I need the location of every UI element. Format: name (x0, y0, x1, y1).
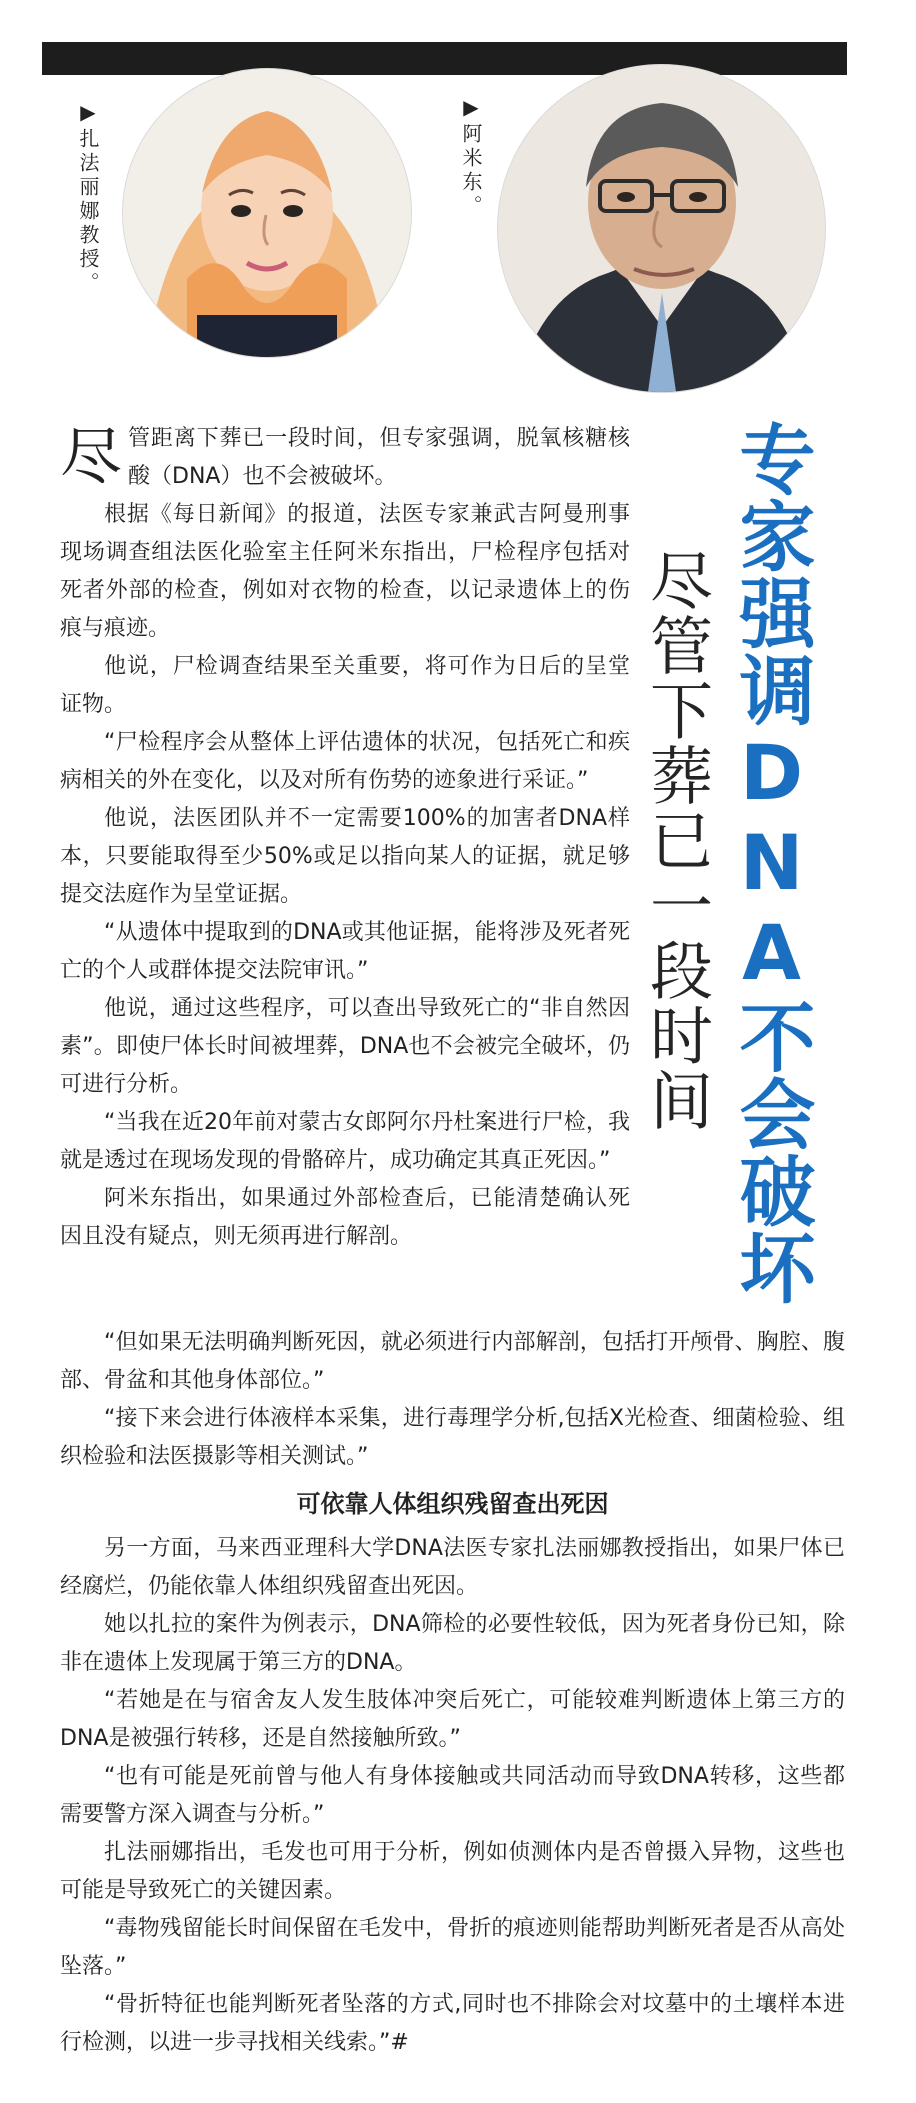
article-paragraph-wide: “接下来会进行体液样本采集，进行毒理学分析,包括X光检查、细菌检验、组织检验和法医摄影等相关测试。” (60, 1406, 845, 1469)
article-paragraph-second: “也有可能是死前曾与他人有身体接触或共同活动而导致DNA转移，这些都需要警方深入调查与分析。” (60, 1764, 845, 1827)
article-paragraph-second: 她以扎拉的案件为例表示，DNA筛检的必要性较低，因为死者身份已知，除非在遗体上发现属于第三方的DNA。 (60, 1612, 845, 1675)
article-paragraph: “尸检程序会从整体上评估遗体的状况，包括死亡和疾病相关的外在变化，以及对所有伤势的迹象进行采证。” (60, 730, 630, 793)
portrait-zaferina (122, 68, 412, 358)
article-paragraph-intro (60, 420, 630, 496)
caption-left: ▶扎法丽娜教授。 (76, 100, 100, 296)
article-paragraph-text: 管距离下葬已一段时间，但专家强调，脱氧核糖核酸（DNA）也不会被破坏。 (128, 426, 630, 489)
caption-right: ▶阿米东。 (459, 95, 483, 219)
headline-main: 专家强调DNA不会破坏 (727, 420, 816, 1306)
article-paragraph-second: 另一方面，马来西亚理科大学DNA法医专家扎法丽娜教授指出，如果尸体已经腐烂，仍能依靠人体组织残留查出死因。 (60, 1536, 845, 1599)
top-banner-bar (42, 42, 847, 75)
article-paragraph: “从遗体中提取到的DNA或其他证据，能将涉及死者死亡的个人或群体提交法院审讯。” (60, 920, 630, 983)
article-paragraph-second: “毒物残留能长时间保留在毛发中，骨折的痕迹则能帮助判断死者是否从高处坠落。” (60, 1916, 845, 1979)
article-lower-section (60, 1324, 845, 2062)
article-paragraph: 他说，尸检调查结果至关重要，将可作为日后的呈堂证物。 (60, 654, 630, 717)
article-paragraph: 他说，通过这些程序，可以查出导致死亡的“非自然因素”。即使尸体长时间被埋葬，DNA也不会被完全破坏，仍可进行分析。 (60, 996, 630, 1097)
portrait-amidon-illustration (498, 65, 825, 392)
article-paragraph-second: “若她是在与宿舍友人发生肢体冲突后死亡，可能较难判断遗体上第三方的DNA是被强行转移，还是自然接触所致。” (60, 1688, 845, 1751)
headline-sub: 尽管下葬已一段时间 (640, 548, 713, 1133)
portrait-zaferina-illustration (123, 69, 411, 357)
article-paragraph-second: 扎法丽娜指出，毛发也可用于分析，例如侦测体内是否曾摄入异物，这些也可能是导致死亡的关键因素。 (60, 1840, 845, 1903)
article-paragraph: 他说，法医团队并不一定需要100%的加害者DNA样本，只要能取得至少50%或足以指向某人的证据，就足够提交法庭作为呈堂证据。 (60, 806, 630, 907)
drop-cap: 尽 (60, 420, 123, 493)
article-paragraph-wide: “但如果无法明确判断死因，就必须进行内部解剖，包括打开颅骨、胸腔、腹部、骨盆和其他身体部位。” (60, 1330, 845, 1393)
article-paragraph-second: “骨折特征也能判断死者坠落的方式,同时也不排除会对坟墓中的土壤样本进行检测，以进一步寻找相关线索。”# (60, 1992, 845, 2055)
article-subhead: 可依靠人体组织残留查出死因 (296, 1490, 609, 1518)
article-paragraph: “当我在近20年前对蒙古女郎阿尔丹杜案进行尸检，我就是透过在现场发现的骨骼碎片，成功确定其真正死因。” (60, 1110, 630, 1173)
article-paragraph: 根据《每日新闻》的报道，法医专家兼武吉阿曼刑事现场调查组法医化验室主任阿米东指出，尸检程序包括对死者外部的检查，例如对衣物的检查，以记录遗体上的伤痕与痕迹。 (60, 502, 630, 641)
article-column (60, 420, 630, 1256)
article-paragraph: 阿米东指出，如果通过外部检查后，已能清楚确认死因且没有疑点，则无须再进行解剖。 (60, 1186, 630, 1249)
portrait-amidon (497, 64, 826, 393)
